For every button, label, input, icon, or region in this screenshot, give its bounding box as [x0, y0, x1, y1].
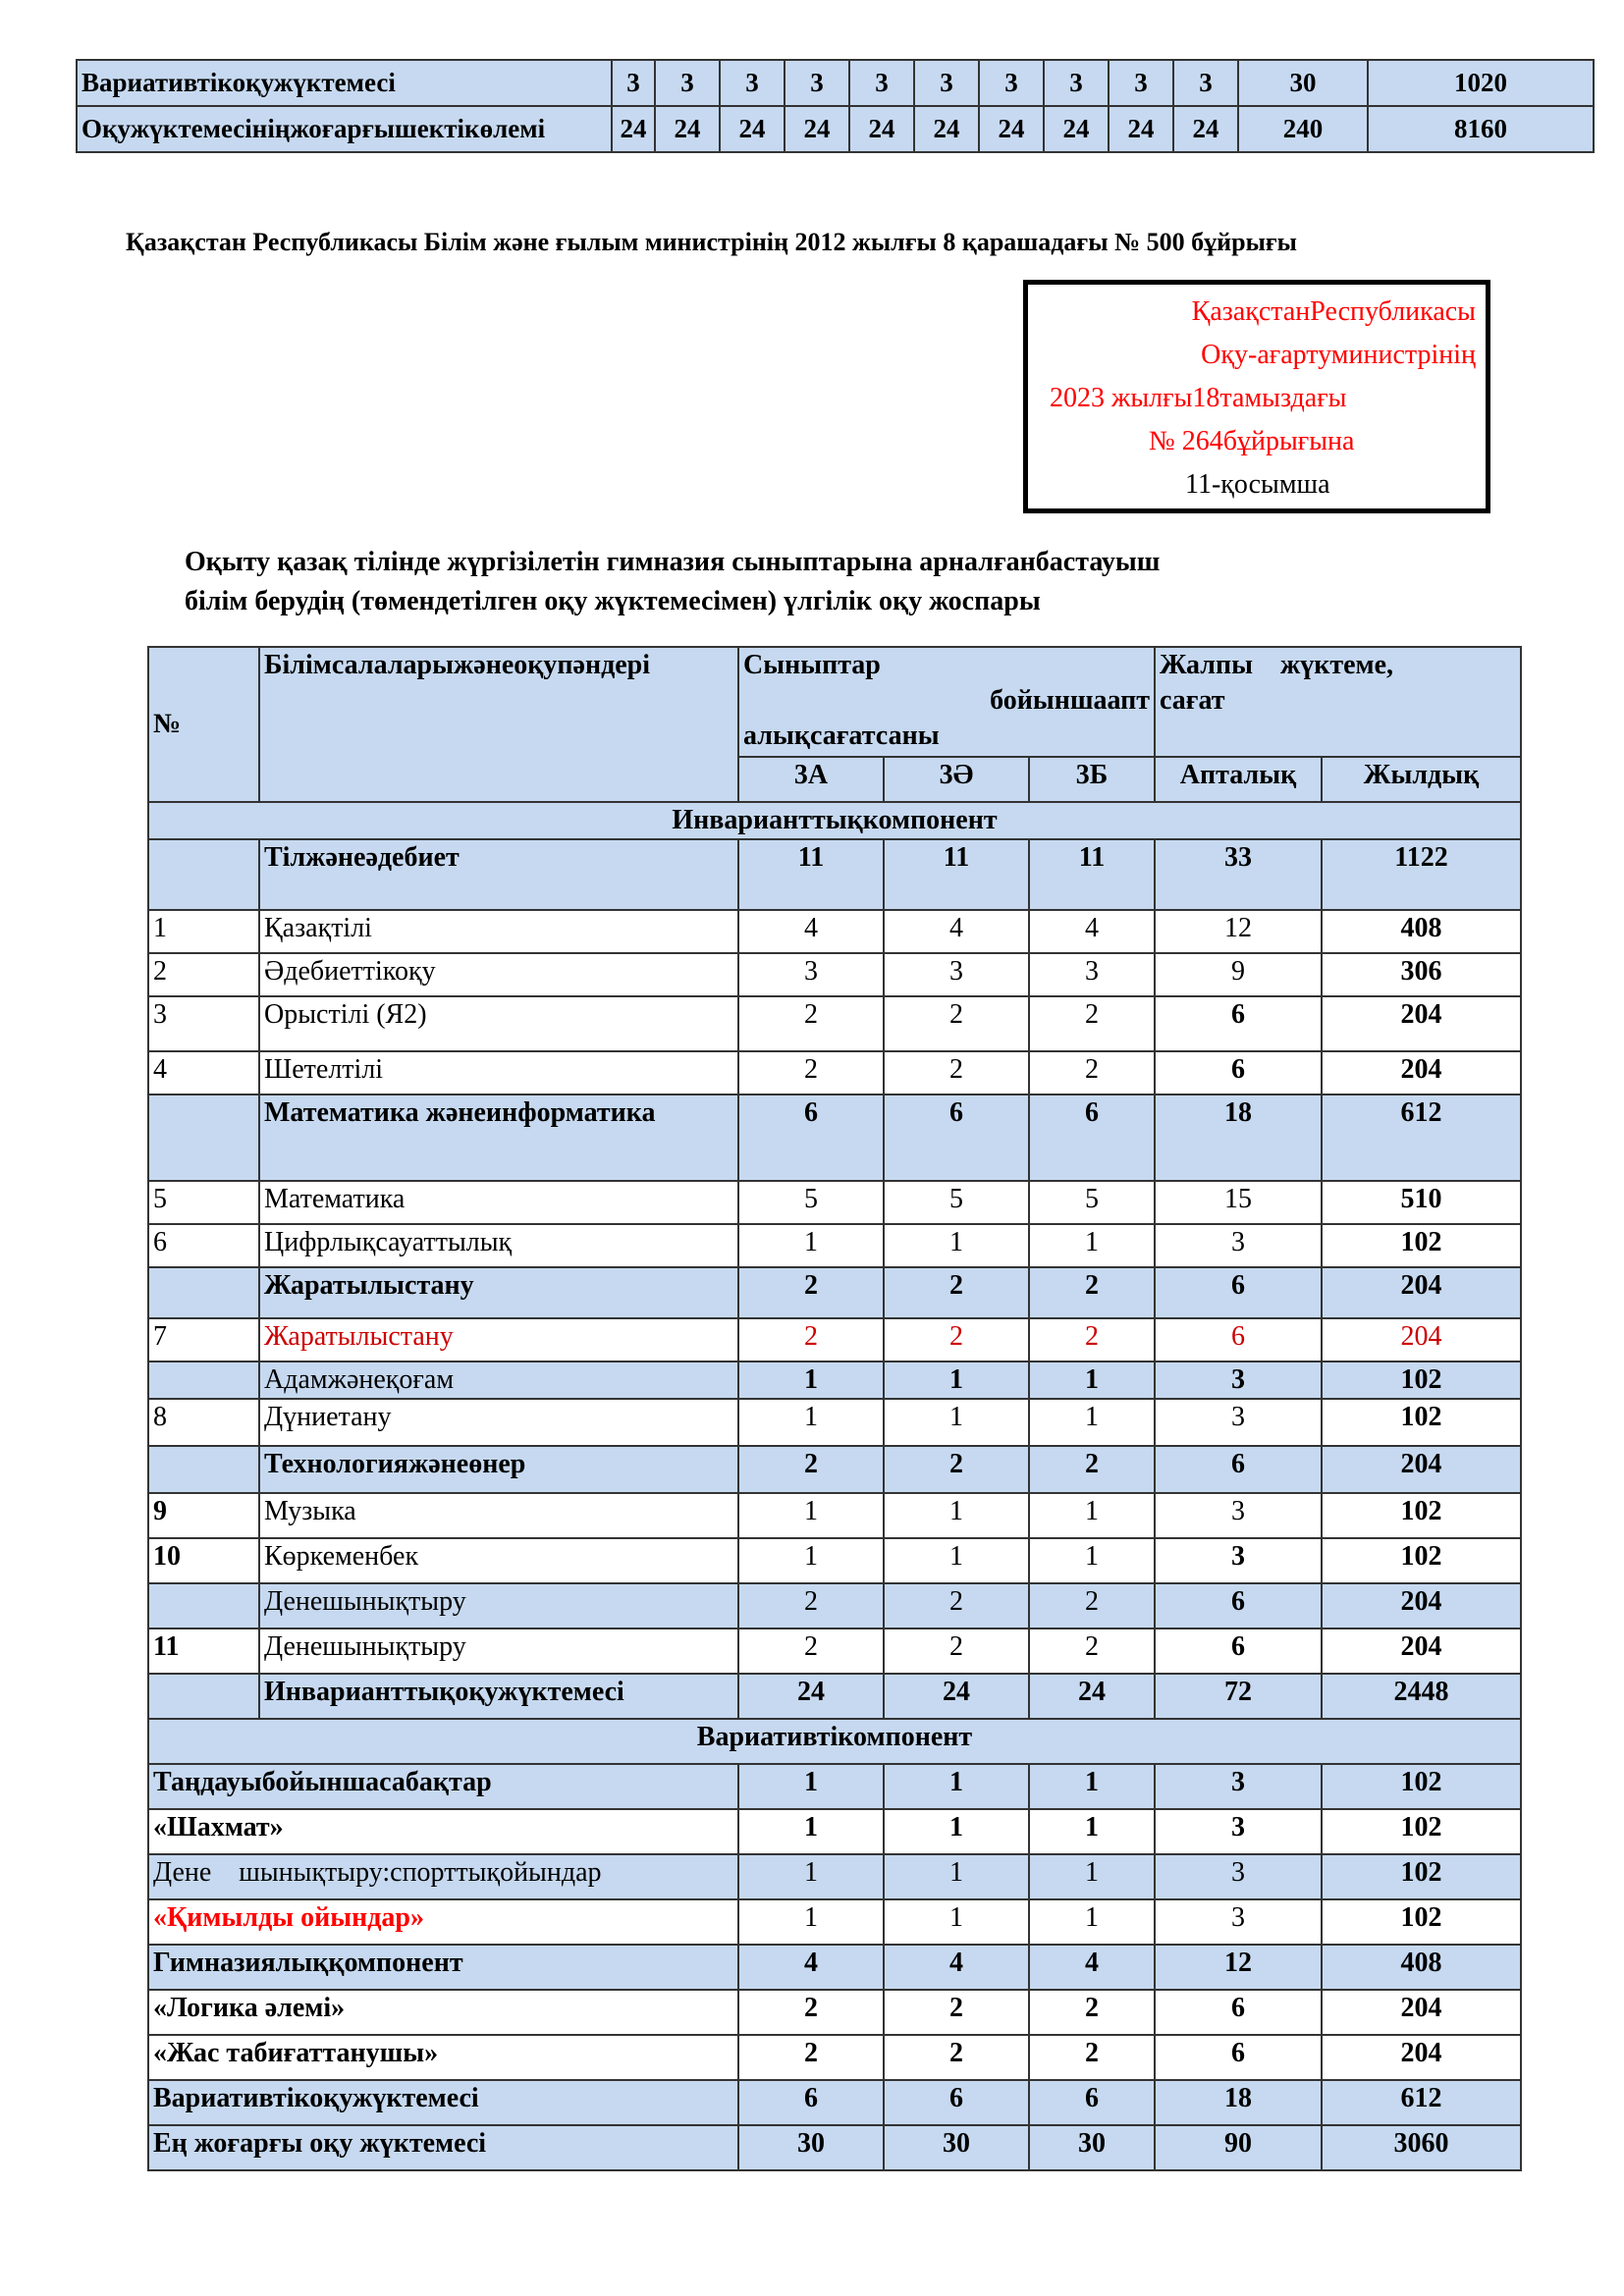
cell-yearly: 408: [1322, 910, 1521, 953]
table-row: [148, 1399, 1521, 1446]
cell-3ae: 11: [884, 839, 1029, 910]
table-row: [148, 839, 1521, 910]
header-total: [1155, 647, 1521, 757]
cell-3ae: 1: [884, 1399, 1029, 1446]
cell-yearly: 102: [1322, 1493, 1521, 1538]
cell-3b: 2: [1029, 1446, 1155, 1493]
cell-3a: 6: [738, 2080, 884, 2125]
cell-3b: 2: [1029, 1629, 1155, 1674]
cell-weekly: 72: [1155, 1674, 1322, 1719]
row-subject: Таңдауыбойыншасабақтар: [148, 1764, 738, 1809]
cell-yearly: 102: [1322, 1899, 1521, 1945]
row-no: [148, 839, 259, 910]
cell-yearly: 204: [1322, 1446, 1521, 1493]
cell-3ae: 5: [884, 1181, 1029, 1224]
row-no: [148, 1095, 259, 1181]
header-classes: [738, 647, 1155, 757]
table-row: [148, 1899, 1521, 1945]
cell-yearly: 102: [1322, 1764, 1521, 1809]
cell-3b: 1: [1029, 1538, 1155, 1583]
cell-3b: 1: [1029, 1854, 1155, 1899]
cell-weekly: 6: [1155, 2035, 1322, 2080]
cell-3a: 6: [738, 1095, 884, 1181]
cell-yearly: 3060: [1322, 2125, 1521, 2170]
cell-3a: 5: [738, 1181, 884, 1224]
cell-3ae: 24: [884, 1674, 1029, 1719]
cell-3a: 3: [738, 953, 884, 996]
cell-yearly: 204: [1322, 2035, 1521, 2080]
cell-3b: 24: [1029, 1674, 1155, 1719]
header-total-line1: Жалпы жүктеме,: [1160, 650, 1394, 680]
row-subject: Шетелтілі: [259, 1051, 738, 1095]
cell-3a: 11: [738, 839, 884, 910]
section-variative: [148, 1719, 1521, 1764]
row-no: 10: [148, 1538, 259, 1583]
cell-3ae: 2: [884, 1583, 1029, 1629]
cell-3ae: 1: [884, 1764, 1029, 1809]
table-row: [148, 1945, 1521, 1990]
yearly-cell: 1020: [1368, 60, 1594, 106]
cell-3ae: 1: [884, 1538, 1029, 1583]
weekly-cell: 30: [1238, 60, 1368, 106]
cell: 3: [979, 60, 1044, 106]
cell-weekly: 18: [1155, 2080, 1322, 2125]
cell-3b: 1: [1029, 1764, 1155, 1809]
cell-yearly: 204: [1322, 1583, 1521, 1629]
header-subject: Білімсалаларыжәнеоқупәндері: [259, 647, 738, 802]
section-invariant: [148, 802, 1521, 839]
row-subject: Инварианттықоқужүктемесі: [259, 1674, 738, 1719]
stamp-line-4: № 264бұйрығына: [1149, 426, 1355, 456]
row-subject: Адамжәнеқоғам: [259, 1362, 738, 1399]
cell-weekly: 6: [1155, 1446, 1322, 1493]
cell: 24: [914, 106, 979, 152]
row-no: 1: [148, 910, 259, 953]
cell-3ae: 3: [884, 953, 1029, 996]
cell: 3: [849, 60, 914, 106]
cell-yearly: 204: [1322, 1990, 1521, 2035]
table-row: [148, 1583, 1521, 1629]
summary-row-variative: [77, 60, 1594, 106]
table-row: [148, 2125, 1521, 2170]
cell-3a: 2: [738, 1583, 884, 1629]
row-subject: Денешынықтыру: [259, 1583, 738, 1629]
cell-3a: 30: [738, 2125, 884, 2170]
cell-yearly: 204: [1322, 1267, 1521, 1318]
row-subject: Математика жәнеинформатика: [259, 1095, 738, 1181]
cell-3a: 2: [738, 1990, 884, 2035]
cell-3b: 4: [1029, 910, 1155, 953]
cell-3ae: 30: [884, 2125, 1029, 2170]
row-subject: Технологияжәнеөнер: [259, 1446, 738, 1493]
summary-row-max-load: [77, 106, 1594, 152]
row-subject: Цифрлықсауаттылық: [259, 1224, 738, 1267]
cell-3b: 2: [1029, 1267, 1155, 1318]
cell-weekly: 12: [1155, 1945, 1322, 1990]
cell-3b: 2: [1029, 1318, 1155, 1362]
cell: 24: [612, 106, 655, 152]
cell: 24: [655, 106, 720, 152]
row-no: [148, 1674, 259, 1719]
cell: 3: [785, 60, 849, 106]
cell-3a: 24: [738, 1674, 884, 1719]
cell-yearly: 102: [1322, 1399, 1521, 1446]
cell-3a: 1: [738, 1362, 884, 1399]
cell-3ae: 6: [884, 2080, 1029, 2125]
header-class-3ae: 3Ә: [884, 757, 1029, 802]
cell-3ae: 2: [884, 1267, 1029, 1318]
cell-weekly: 3: [1155, 1764, 1322, 1809]
cell-3a: 1: [738, 1899, 884, 1945]
cell-weekly: 3: [1155, 1854, 1322, 1899]
header-class-3b: 3Б: [1029, 757, 1155, 802]
cell-3ae: 2: [884, 1446, 1029, 1493]
table-row: [148, 1764, 1521, 1809]
cell-3b: 1: [1029, 1399, 1155, 1446]
table-row: [148, 1854, 1521, 1899]
stamp-line-2: Оқу-ағартуминистрінің: [1201, 340, 1476, 370]
cell-weekly: 9: [1155, 953, 1322, 996]
row-subject: Тілжәнеәдебиет: [259, 839, 738, 910]
row-subject: Дүниетану: [259, 1399, 738, 1446]
stamp-line-1: ҚазақстанРеспубликасы: [1191, 296, 1476, 327]
row-subject: Әдебиеттікоқу: [259, 953, 738, 996]
cell-3ae: 2: [884, 2035, 1029, 2080]
cell-3b: 3: [1029, 953, 1155, 996]
cell-yearly: 204: [1322, 1318, 1521, 1362]
cell-3ae: 1: [884, 1224, 1029, 1267]
cell-yearly: 204: [1322, 1051, 1521, 1095]
appendix-stamp: [1023, 280, 1490, 513]
cell-3b: 2: [1029, 996, 1155, 1051]
cell-weekly: 3: [1155, 1899, 1322, 1945]
row-subject: Музыка: [259, 1493, 738, 1538]
cell-yearly: 102: [1322, 1854, 1521, 1899]
row-subject: Гимназиялыққомпонент: [148, 1945, 738, 1990]
cell-weekly: 6: [1155, 1267, 1322, 1318]
cell-3b: 11: [1029, 839, 1155, 910]
cell-3b: 5: [1029, 1181, 1155, 1224]
table-row: [148, 1538, 1521, 1583]
cell-3a: 2: [738, 1267, 884, 1318]
row-subject: Қазақтілі: [259, 910, 738, 953]
table-row: [148, 1318, 1521, 1362]
row-no: [148, 1583, 259, 1629]
cell-3a: 2: [738, 2035, 884, 2080]
row-subject: Көркеменбек: [259, 1538, 738, 1583]
cell-yearly: 102: [1322, 1362, 1521, 1399]
row-subject: «Шахмат»: [148, 1809, 738, 1854]
cell-3b: 1: [1029, 1224, 1155, 1267]
table-row: [148, 1051, 1521, 1095]
cell-3a: 1: [738, 1399, 884, 1446]
cell: 3: [1173, 60, 1238, 106]
header-no: №: [148, 647, 259, 802]
cell-3a: 4: [738, 910, 884, 953]
table-row: [148, 1493, 1521, 1538]
cell-3b: 2: [1029, 1051, 1155, 1095]
cell-3a: 2: [738, 1446, 884, 1493]
title-line-2: білім берудің (төмендетілген оқу жүктемесімен) үлгілік оқу жоспары: [185, 586, 1041, 616]
row-no: 3: [148, 996, 259, 1051]
cell-3b: 1: [1029, 1809, 1155, 1854]
table-row: [148, 1362, 1521, 1399]
cell-3b: 2: [1029, 2035, 1155, 2080]
table-row: [148, 1990, 1521, 2035]
header-classes-line2: бойыншаапт: [990, 685, 1150, 716]
cell-3b: 6: [1029, 1095, 1155, 1181]
cell-weekly: 12: [1155, 910, 1322, 953]
cell-weekly: 3: [1155, 1362, 1322, 1399]
row-no: 4: [148, 1051, 259, 1095]
row-subject: Жаратылыстану: [259, 1267, 738, 1318]
header-classes-line3: алықсағатсаны: [743, 721, 940, 751]
cell-3ae: 4: [884, 910, 1029, 953]
cell-3ae: 1: [884, 1493, 1029, 1538]
cell-yearly: 408: [1322, 1945, 1521, 1990]
cell-3b: 30: [1029, 2125, 1155, 2170]
cell-yearly: 102: [1322, 1809, 1521, 1854]
header-class-3a: 3А: [738, 757, 884, 802]
row-no: 7: [148, 1318, 259, 1362]
cell-weekly: 3: [1155, 1538, 1322, 1583]
cell: 24: [979, 106, 1044, 152]
previous-page-summary-table: [76, 59, 1595, 153]
cell-3a: 4: [738, 1945, 884, 1990]
cell-3a: 1: [738, 1224, 884, 1267]
weekly-cell: 240: [1238, 106, 1368, 152]
cell-3b: 6: [1029, 2080, 1155, 2125]
table-row: [148, 910, 1521, 953]
row-subject: «Қимылды ойындар»: [148, 1899, 738, 1945]
cell-weekly: 90: [1155, 2125, 1322, 2170]
row-no: 9: [148, 1493, 259, 1538]
cell-3ae: 6: [884, 1095, 1029, 1181]
cell-3ae: 2: [884, 1318, 1029, 1362]
header-row-1: [148, 647, 1521, 757]
stamp-line-5: 11-қосымша: [1185, 469, 1330, 500]
cell-3ae: 1: [884, 1809, 1029, 1854]
cell: 24: [1109, 106, 1173, 152]
cell-3a: 2: [738, 1051, 884, 1095]
cell-3ae: 1: [884, 1854, 1029, 1899]
cell-weekly: 6: [1155, 1583, 1322, 1629]
row-no: 8: [148, 1399, 259, 1446]
cell-3ae: 4: [884, 1945, 1029, 1990]
row-label: Вариативтікоқужүктемесі: [77, 60, 612, 106]
title-line-1: Оқыту қазақ тілінде жүргізілетін гимназия сыныптарына арналғанбастауыш: [185, 547, 1161, 577]
cell: 24: [1044, 106, 1109, 152]
table-row: [148, 1674, 1521, 1719]
row-subject: Орыстілі (Я2): [259, 996, 738, 1051]
table-row: [148, 1267, 1521, 1318]
cell-weekly: 15: [1155, 1181, 1322, 1224]
cell-weekly: 3: [1155, 1809, 1322, 1854]
cell-3b: 1: [1029, 1362, 1155, 1399]
cell: 3: [914, 60, 979, 106]
header-classes-line1: Сыныптар: [743, 650, 881, 680]
cell-3a: 1: [738, 1809, 884, 1854]
table-row: [148, 1095, 1521, 1181]
table-row: [148, 1446, 1521, 1493]
cell: 24: [1173, 106, 1238, 152]
cell-3b: 2: [1029, 1990, 1155, 2035]
curriculum-table: [147, 646, 1522, 2171]
cell-yearly: 204: [1322, 1629, 1521, 1674]
cell-3a: 2: [738, 1629, 884, 1674]
cell-weekly: 33: [1155, 839, 1322, 910]
row-subject: «Жас табиғаттанушы»: [148, 2035, 738, 2080]
row-no: 5: [148, 1181, 259, 1224]
cell-3a: 2: [738, 1318, 884, 1362]
table-row: [148, 996, 1521, 1051]
cell-yearly: 1122: [1322, 839, 1521, 910]
row-no: [148, 1446, 259, 1493]
cell-3ae: 1: [884, 1362, 1029, 1399]
cell: 3: [720, 60, 785, 106]
row-subject: Денешынықтыру: [259, 1629, 738, 1674]
cell-3b: 1: [1029, 1899, 1155, 1945]
header-total-line2: сағат: [1160, 685, 1225, 716]
cell-yearly: 510: [1322, 1181, 1521, 1224]
row-no: [148, 1362, 259, 1399]
cell-3a: 1: [738, 1538, 884, 1583]
cell-weekly: 18: [1155, 1095, 1322, 1181]
cell: 24: [785, 106, 849, 152]
cell-3b: 2: [1029, 1583, 1155, 1629]
table-row: [148, 1181, 1521, 1224]
table-row: [148, 953, 1521, 996]
cell-weekly: 6: [1155, 1051, 1322, 1095]
row-subject: «Логика әлемі»: [148, 1990, 738, 2035]
row-subject: Вариативтікоқужүктемесі: [148, 2080, 738, 2125]
cell-weekly: 6: [1155, 1990, 1322, 2035]
cell-3a: 1: [738, 1854, 884, 1899]
cell: 3: [655, 60, 720, 106]
cell-yearly: 612: [1322, 2080, 1521, 2125]
cell-weekly: 3: [1155, 1399, 1322, 1446]
cell-weekly: 6: [1155, 1318, 1322, 1362]
cell-3a: 1: [738, 1493, 884, 1538]
cell-weekly: 3: [1155, 1224, 1322, 1267]
row-subject: Ең жоғарғы оқу жүктемесі: [148, 2125, 738, 2170]
section-title: Вариативтікомпонент: [148, 1719, 1521, 1764]
cell-3a: 1: [738, 1764, 884, 1809]
cell-3ae: 2: [884, 1629, 1029, 1674]
table-row: [148, 1224, 1521, 1267]
stamp-line-3: 2023 жылғы18тамыздағы: [1050, 383, 1347, 413]
cell-yearly: 2448: [1322, 1674, 1521, 1719]
row-no: [148, 1267, 259, 1318]
cell-3b: 4: [1029, 1945, 1155, 1990]
row-no: 2: [148, 953, 259, 996]
cell: 3: [1109, 60, 1173, 106]
cell-weekly: 3: [1155, 1493, 1322, 1538]
cell-3ae: 1: [884, 1899, 1029, 1945]
header-weekly: Апталық: [1155, 757, 1322, 802]
table-row: [148, 1629, 1521, 1674]
cell-3b: 1: [1029, 1493, 1155, 1538]
yearly-cell: 8160: [1368, 106, 1594, 152]
section-title: Инварианттықкомпонент: [148, 802, 1521, 839]
cell-3ae: 2: [884, 1990, 1029, 2035]
cell-yearly: 612: [1322, 1095, 1521, 1181]
cell-weekly: 6: [1155, 1629, 1322, 1674]
row-subject: Жаратылыстану: [259, 1318, 738, 1362]
table-row: [148, 2035, 1521, 2080]
row-label: Оқужүктемесініңжоғарғышектікөлемі: [77, 106, 612, 152]
cell-yearly: 102: [1322, 1224, 1521, 1267]
table-row: [148, 2080, 1521, 2125]
cell-yearly: 102: [1322, 1538, 1521, 1583]
table-row: [148, 1809, 1521, 1854]
cell: 24: [720, 106, 785, 152]
cell-yearly: 204: [1322, 996, 1521, 1051]
order-reference: Қазақстан Республикасы Білім және ғылым министрінің 2012 жылғы 8 қарашадағы № 500 бұйрығы: [126, 228, 1297, 256]
cell-3ae: 2: [884, 1051, 1029, 1095]
row-subject: Дене шынықтыру:спорттықойындар: [148, 1854, 738, 1899]
cell: 24: [849, 106, 914, 152]
document-title: [185, 543, 1160, 621]
row-subject: Математика: [259, 1181, 738, 1224]
header-yearly: Жылдық: [1322, 757, 1521, 802]
cell: 3: [612, 60, 655, 106]
row-no: 6: [148, 1224, 259, 1267]
row-no: 11: [148, 1629, 259, 1674]
cell: 3: [1044, 60, 1109, 106]
cell-yearly: 306: [1322, 953, 1521, 996]
cell-weekly: 6: [1155, 996, 1322, 1051]
cell-3ae: 2: [884, 996, 1029, 1051]
cell-3a: 2: [738, 996, 884, 1051]
